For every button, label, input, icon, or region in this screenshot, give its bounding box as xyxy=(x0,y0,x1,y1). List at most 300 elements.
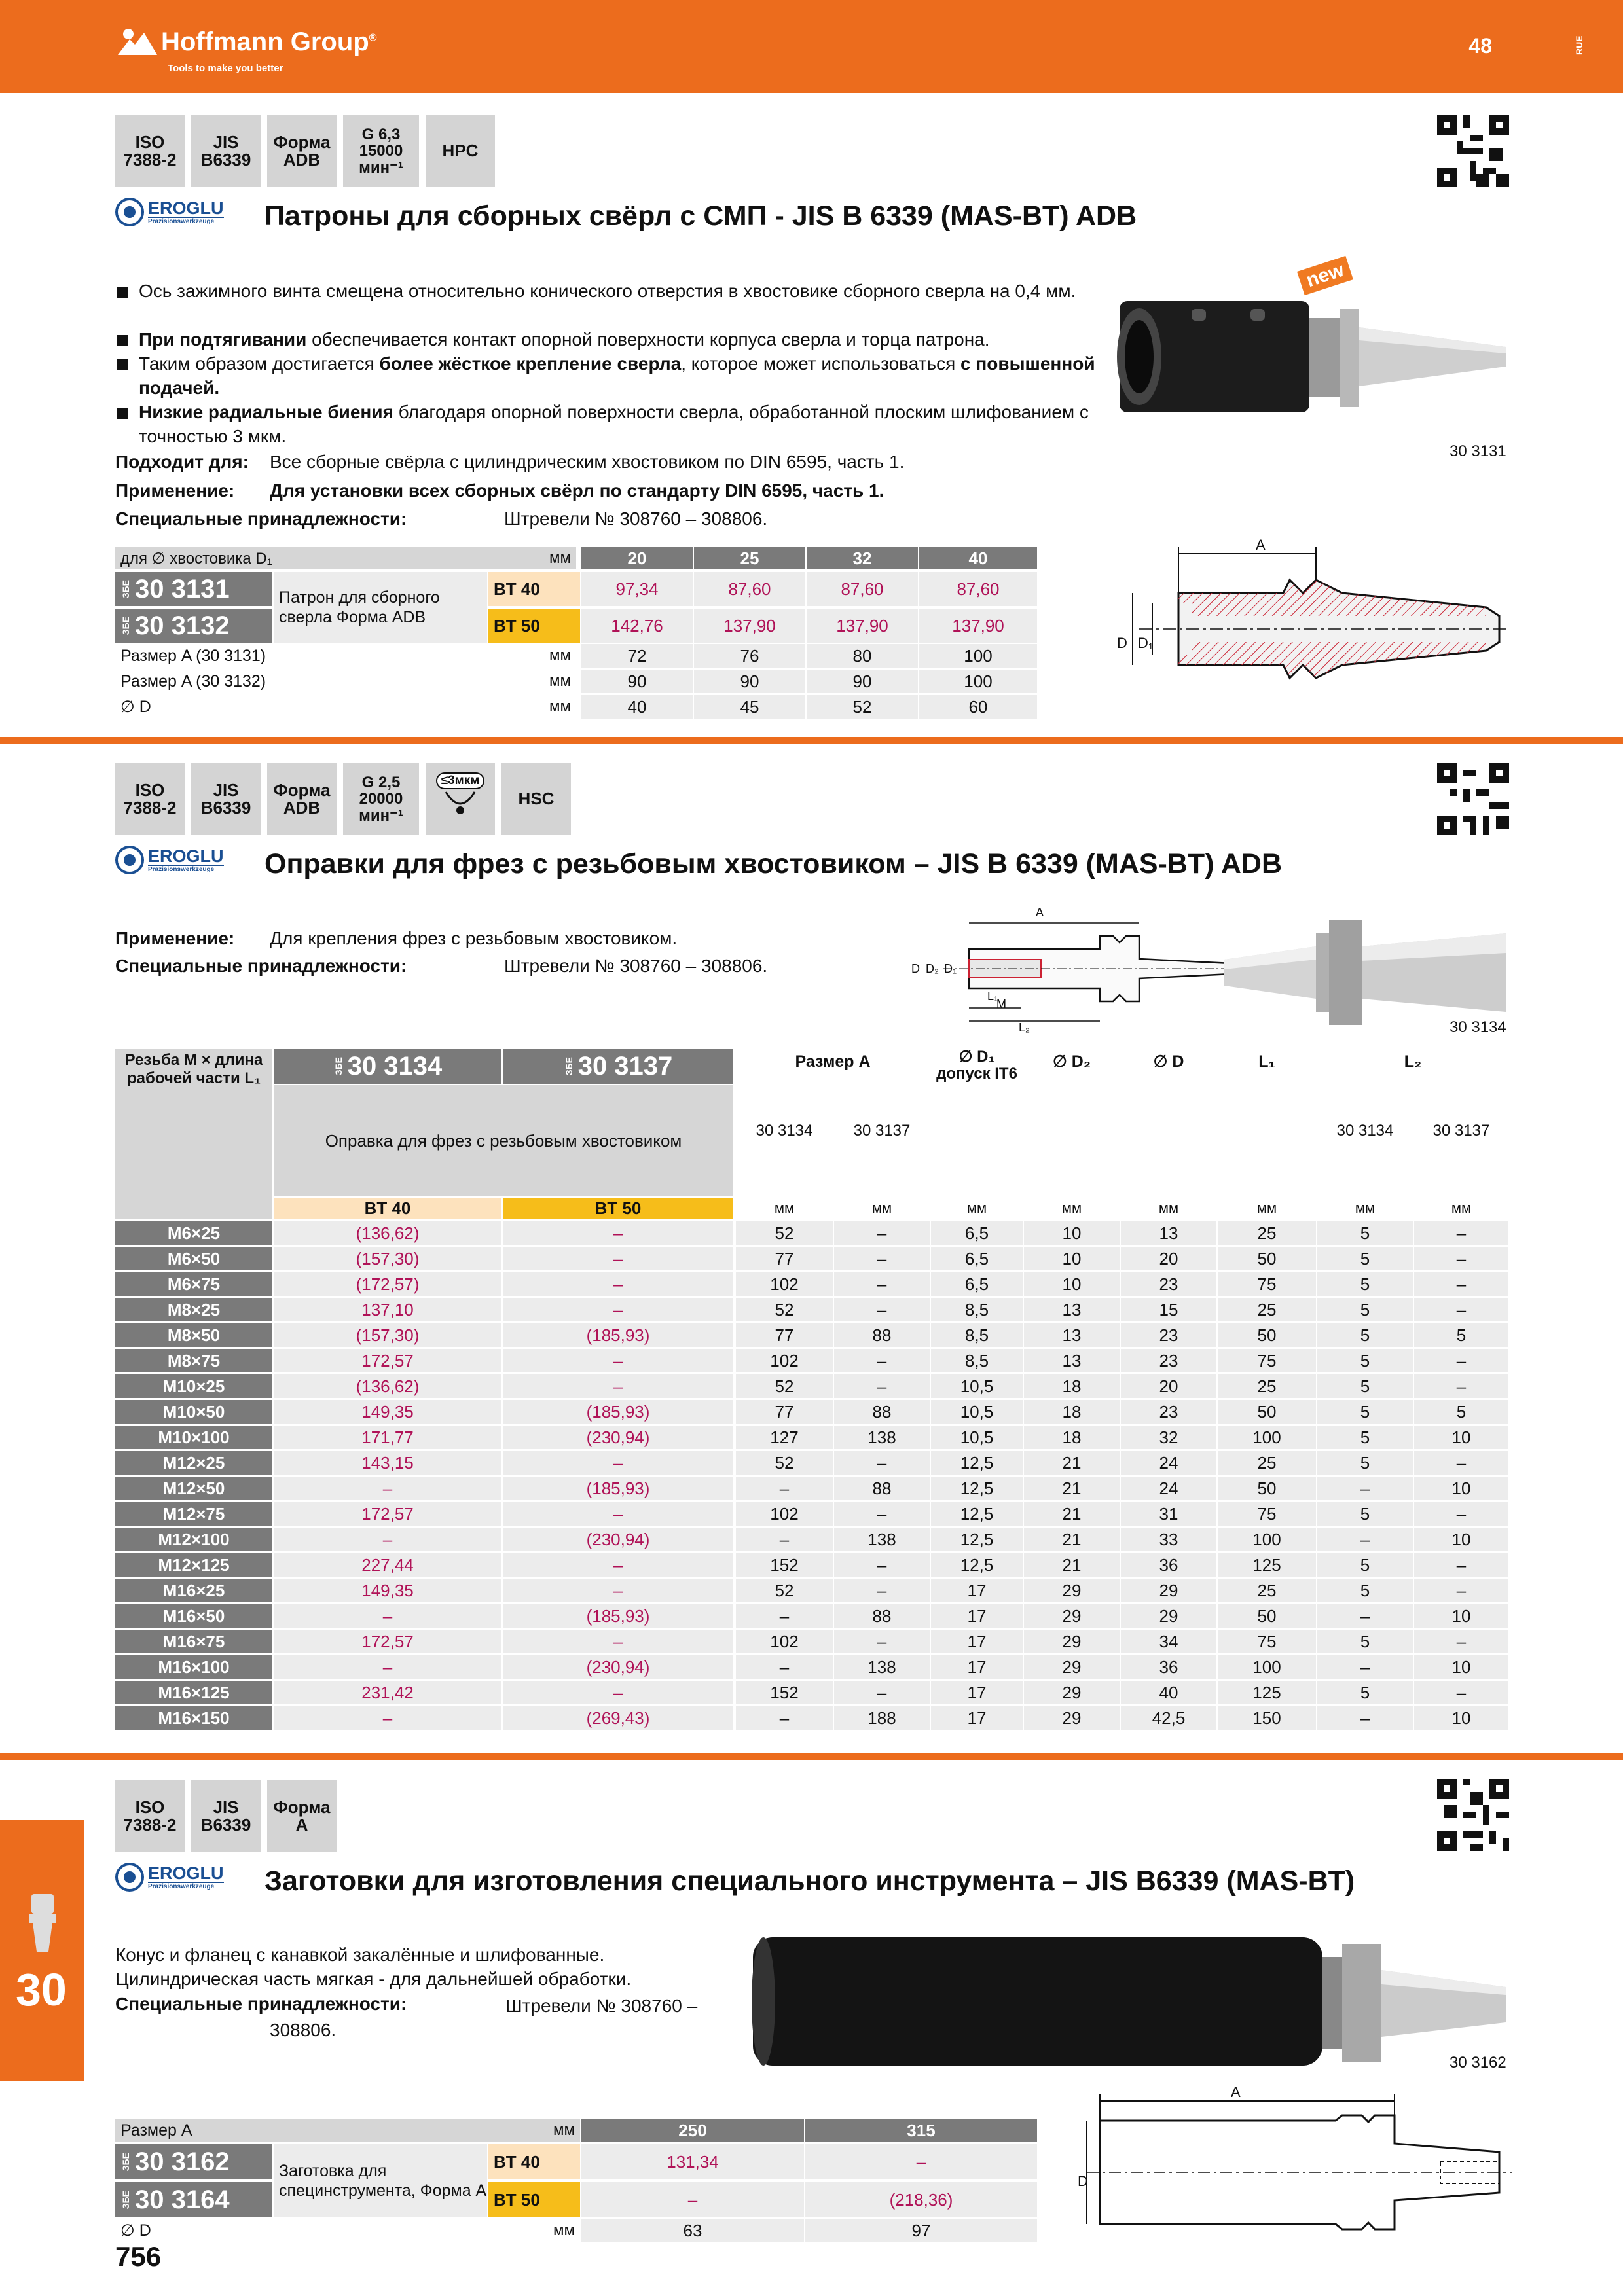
table2-value: 10 xyxy=(1024,1247,1120,1270)
desc-line-1: Конус и фланец с канавкой закалённые и шлифованные. xyxy=(115,1945,605,1965)
new-badge: new xyxy=(1297,256,1353,295)
brand-tagline: Tools to make you better xyxy=(168,63,283,74)
table2-value: 150 xyxy=(1218,1706,1316,1730)
table2-value: 88 xyxy=(834,1400,930,1424)
thread-size-cell: M16×150 xyxy=(115,1706,272,1730)
table2-value: 24 xyxy=(1121,1477,1216,1500)
accessories-label: Специальные принадлежности: xyxy=(115,1994,407,2014)
table2-value: 77 xyxy=(736,1247,833,1270)
price-cell[interactable]: – xyxy=(503,1579,733,1602)
table2-value: – xyxy=(1414,1579,1508,1602)
article-prefix: ЗБЕ xyxy=(563,1056,574,1076)
unit-cell: мм xyxy=(1158,1200,1179,1216)
icon-iso-7388 xyxy=(115,115,185,187)
thread-size-cell: M12×100 xyxy=(115,1528,272,1551)
icon-jis-b6339 xyxy=(191,115,261,187)
article-number-30-3164[interactable] xyxy=(115,2182,272,2217)
table1-value: 80 xyxy=(807,644,918,668)
table1-value: 100 xyxy=(919,670,1037,693)
table1-value: 60 xyxy=(919,695,1037,719)
price-cell[interactable]: 149,35 xyxy=(274,1579,501,1602)
table1-value: 72 xyxy=(581,644,693,668)
table2-value: – xyxy=(834,1451,930,1475)
unit-cell: мм xyxy=(966,1200,987,1216)
technical-drawing-blank xyxy=(1074,2081,1519,2251)
accessories-value[interactable]: Штревели № 308760 – 308806. xyxy=(270,1996,698,2040)
table2-value: 5 xyxy=(1317,1502,1413,1526)
table2-value: 29 xyxy=(1024,1655,1120,1679)
icon-balance-grade xyxy=(343,763,419,835)
table2-value: – xyxy=(834,1221,930,1245)
price-cell[interactable]: – xyxy=(503,1247,733,1270)
table2-value: 8,5 xyxy=(931,1349,1023,1372)
thread-size-cell: M8×50 xyxy=(115,1323,272,1347)
price-cell[interactable]: – xyxy=(503,1681,733,1704)
bullet-4: Низкие радиальные биения благодаря опорной поверхности сверла, обработанной плоским шлифованием с точностью 3 мкм. xyxy=(117,400,1099,448)
table2-value: 5 xyxy=(1317,1553,1413,1577)
price-cell[interactable]: 172,57 xyxy=(274,1349,501,1372)
article-prefix: ЗБЕ xyxy=(333,1056,344,1076)
table2-value: 10 xyxy=(1414,1528,1508,1551)
table3-row-label: ∅ D xyxy=(120,2221,151,2240)
table2-value: 88 xyxy=(834,1477,930,1500)
table2-value: 10 xyxy=(1414,1477,1508,1500)
table1-value: 100 xyxy=(919,644,1037,668)
table2-value: 100 xyxy=(1218,1655,1316,1679)
table2-value: 21 xyxy=(1024,1477,1120,1500)
table2-value: 36 xyxy=(1121,1655,1216,1679)
table2-value: – xyxy=(736,1604,833,1628)
price-cell[interactable]: 97,34 xyxy=(581,572,693,606)
table1-col: 32 xyxy=(807,547,918,569)
fits-value: Все сборные свёрла с цилиндрическим хвостовиком по DIN 6595, часть 1. xyxy=(270,452,905,472)
eroglu-logo xyxy=(115,846,224,874)
price-cell[interactable]: (230,94) xyxy=(503,1426,733,1449)
table2-description: Оправка для фрез с резьбовым хвостовиком xyxy=(274,1085,733,1196)
table2-value: 29 xyxy=(1024,1579,1120,1602)
maker-sub: Präzisionswerkzeuge xyxy=(148,1882,224,1890)
price-cell[interactable]: – xyxy=(274,1477,501,1500)
table1-col: 20 xyxy=(581,547,693,569)
icon-jis-b6339 xyxy=(191,1780,261,1852)
table2-value: 23 xyxy=(1121,1272,1216,1296)
table2-value: – xyxy=(1414,1630,1508,1653)
use-value: Для крепления фрез с резьбовым хвостовиком. xyxy=(270,928,678,948)
use-label: Применение: xyxy=(115,480,235,501)
icon-balance-grade xyxy=(343,115,419,187)
icon-form-adb xyxy=(267,115,337,187)
table2-value: 5 xyxy=(1317,1323,1413,1347)
dim-a: A xyxy=(1231,2084,1241,2100)
icon-iso-7388 xyxy=(115,763,185,835)
table2-value: 17 xyxy=(931,1681,1023,1704)
icon-label: JIS B6339 xyxy=(200,780,251,817)
technical-drawing-chuck xyxy=(1113,534,1519,730)
variant-bt40: BT 40 xyxy=(488,2144,580,2179)
price-cell[interactable]: – xyxy=(274,1655,501,1679)
table2-value: 32 xyxy=(1121,1426,1216,1449)
table2-value: 10 xyxy=(1414,1604,1508,1628)
table2-value: 23 xyxy=(1121,1323,1216,1347)
price-cell[interactable]: (157,30) xyxy=(274,1323,501,1347)
price-cell[interactable]: (157,30) xyxy=(274,1247,501,1270)
catalog-page-number: 48 xyxy=(1468,34,1492,58)
price-cell[interactable]: – xyxy=(503,1272,733,1296)
icon-form-a xyxy=(267,1780,337,1852)
table2-value: – xyxy=(1317,1604,1413,1628)
section3-title: Заготовки для изготовления специального инструмента – JIS B6339 (MAS-BT) xyxy=(264,1865,1355,1897)
price-cell[interactable]: – xyxy=(581,2182,804,2217)
table1-value: 90 xyxy=(581,670,693,693)
bullet-1: Ось зажимного винта смещена относительно конического отверстия в хвостовике сборного сверла на 0,4 мм. xyxy=(117,279,1085,303)
price-cell[interactable]: – xyxy=(503,1502,733,1526)
unit-cell: мм xyxy=(1355,1200,1376,1216)
price-cell[interactable]: 149,35 xyxy=(274,1400,501,1424)
language-code: RUE xyxy=(1574,35,1584,55)
price-cell[interactable]: – xyxy=(274,1528,501,1551)
table2-value: 125 xyxy=(1218,1553,1316,1577)
table2-value: 25 xyxy=(1218,1579,1316,1602)
icon-label: HPC xyxy=(442,141,479,161)
thread-size-cell: M6×75 xyxy=(115,1272,272,1296)
article-no: 30 3162 xyxy=(135,2147,230,2176)
price-cell[interactable]: 171,77 xyxy=(274,1426,501,1449)
table2-value: 21 xyxy=(1024,1528,1120,1551)
table1-col: 40 xyxy=(919,547,1037,569)
table2-value: 29 xyxy=(1121,1604,1216,1628)
table1-row-label: Размер A (30 3132) xyxy=(120,672,266,691)
price-cell[interactable]: (230,94) xyxy=(503,1528,733,1551)
price-cell[interactable]: (185,93) xyxy=(503,1323,733,1347)
table2-value: 21 xyxy=(1024,1553,1120,1577)
icon-label: G 2,5 20000 мин⁻¹ xyxy=(359,774,403,825)
table2-value: 88 xyxy=(834,1604,930,1628)
table2-value: 50 xyxy=(1218,1604,1316,1628)
price-cell[interactable]: 87,60 xyxy=(807,572,918,606)
table2-value: 21 xyxy=(1024,1451,1120,1475)
maker-sub: Präzisionswerkzeuge xyxy=(148,865,224,873)
table2-value: 20 xyxy=(1121,1247,1216,1270)
article-prefix: ЗБЕ xyxy=(120,2152,131,2172)
table2-value: 8,5 xyxy=(931,1323,1023,1347)
use-value: Для установки всех сборных свёрл по стандарту DIN 6595, часть 1. xyxy=(270,480,884,501)
table3-row-unit: мм xyxy=(553,2221,575,2239)
table2-value: 17 xyxy=(931,1604,1023,1628)
table2-value: 5 xyxy=(1317,1426,1413,1449)
table2-value: 5 xyxy=(1317,1221,1413,1245)
table2-value: 25 xyxy=(1218,1221,1316,1245)
price-cell[interactable]: 172,57 xyxy=(274,1630,501,1653)
price-cell[interactable]: (136,62) xyxy=(274,1374,501,1398)
sub-col: 30 3134 xyxy=(1336,1122,1394,1139)
brand-reg: ® xyxy=(369,32,377,44)
table1-value: 45 xyxy=(694,695,805,719)
table1-head-label: для ∅ хвостовика D₁ xyxy=(115,547,574,569)
table2-value: 10 xyxy=(1414,1706,1508,1730)
header-bar xyxy=(0,0,1623,93)
price-cell[interactable]: – xyxy=(274,1604,501,1628)
table2-value: 5 xyxy=(1317,1579,1413,1602)
table2-value: 5 xyxy=(1414,1323,1508,1347)
dim-m: M xyxy=(996,997,1006,1011)
article-number-30-3131[interactable] xyxy=(115,572,272,606)
price-cell[interactable]: 131,34 xyxy=(581,2144,804,2179)
price-cell[interactable]: – xyxy=(503,1374,733,1398)
price-cell[interactable]: 137,10 xyxy=(274,1298,501,1321)
table2-value: – xyxy=(736,1528,833,1551)
sub-col: 30 3134 xyxy=(756,1122,813,1139)
table2-value: 5 xyxy=(1317,1298,1413,1321)
accessories-value[interactable]: Штревели № 308760 – 308806. xyxy=(504,509,768,529)
table2-value: – xyxy=(1317,1477,1413,1500)
table2-value: 10,5 xyxy=(931,1426,1023,1449)
unit-cell: мм xyxy=(774,1200,795,1216)
table2-value: 18 xyxy=(1024,1374,1120,1398)
article-no: 30 3137 xyxy=(577,1051,673,1081)
table2-value: 75 xyxy=(1218,1502,1316,1526)
price-cell[interactable]: 137,90 xyxy=(694,609,805,643)
table3-col: 250 xyxy=(581,2119,804,2142)
table2-value: – xyxy=(1414,1681,1508,1704)
table2-value: 36 xyxy=(1121,1553,1216,1577)
chapter-number: 30 xyxy=(16,1964,67,2015)
icon-label: JIS B6339 xyxy=(200,1797,251,1835)
eroglu-logo xyxy=(115,198,224,226)
price-cell[interactable]: 231,42 xyxy=(274,1681,501,1704)
table2-value: 125 xyxy=(1218,1681,1316,1704)
maker-name: EROGLU xyxy=(148,846,224,866)
page-number: 756 xyxy=(115,2241,162,2272)
table2-value: 77 xyxy=(736,1323,833,1347)
icon-label: JIS B6339 xyxy=(200,132,251,170)
table2-value: 5 xyxy=(1317,1247,1413,1270)
price-cell[interactable]: – xyxy=(503,1451,733,1475)
price-cell[interactable]: – xyxy=(503,1630,733,1653)
table3-description: Заготовка для специнструмента, Форма A xyxy=(274,2144,487,2217)
accessories-value[interactable]: Штревели № 308760 – 308806. xyxy=(504,956,768,976)
dim-d: D xyxy=(911,962,920,975)
table2-value: 24 xyxy=(1121,1451,1216,1475)
thread-size-cell: M12×125 xyxy=(115,1553,272,1577)
table1-col: 25 xyxy=(694,547,805,569)
table2-value: – xyxy=(834,1553,930,1577)
price-cell[interactable]: (185,93) xyxy=(503,1604,733,1628)
unit-cell: мм xyxy=(1451,1200,1472,1216)
table2-value: 5 xyxy=(1317,1349,1413,1372)
dim-d: D xyxy=(1117,635,1127,651)
thread-size-cell: M8×75 xyxy=(115,1349,272,1372)
table2-value: 138 xyxy=(834,1655,930,1679)
table2-value: 77 xyxy=(736,1400,833,1424)
table2-value: 52 xyxy=(736,1298,833,1321)
table2-value: 13 xyxy=(1121,1221,1216,1245)
table1-row-label: ∅ D xyxy=(120,698,151,716)
icon-label: G 6,3 15000 мин⁻¹ xyxy=(359,126,403,177)
price-cell[interactable]: 137,90 xyxy=(807,609,918,643)
price-cell[interactable]: 137,90 xyxy=(919,609,1037,643)
thread-size-cell: M16×125 xyxy=(115,1681,272,1704)
bullet-3: Таким образом достигается более жёсткое крепление сверла, которое может использоваться с повышенной подачей. xyxy=(117,351,1099,400)
dim-l2: L₂ xyxy=(1019,1021,1030,1034)
thread-size-cell: M6×50 xyxy=(115,1247,272,1270)
use-label: Применение: xyxy=(115,928,235,948)
table2-value: 13 xyxy=(1024,1349,1120,1372)
thread-size-cell: M10×50 xyxy=(115,1400,272,1424)
toolholder-icon xyxy=(26,1894,59,1953)
table2-value: 13 xyxy=(1024,1323,1120,1347)
price-cell[interactable]: (185,93) xyxy=(503,1400,733,1424)
article-number-30-3132[interactable] xyxy=(115,609,272,643)
price-cell[interactable]: (185,93) xyxy=(503,1477,733,1500)
price-cell[interactable]: 143,15 xyxy=(274,1451,501,1475)
dim-d2: D₂ xyxy=(926,962,939,975)
table2-value: 23 xyxy=(1121,1400,1216,1424)
fits-label: Подходит для: xyxy=(115,452,249,472)
table2-value: 33 xyxy=(1121,1528,1216,1551)
table2-value: 21 xyxy=(1024,1502,1120,1526)
table3-col: 315 xyxy=(805,2119,1037,2142)
image-caption: 30 3131 xyxy=(1450,442,1506,460)
variant-bt50: BT 50 xyxy=(488,609,580,643)
table2-value: 10 xyxy=(1024,1221,1120,1245)
section2-title: Оправки для фрез с резьбовым хвостовиком – JIS B 6339 (MAS-BT) ADB xyxy=(264,848,1283,880)
qr-code-icon[interactable] xyxy=(1437,1779,1509,1851)
table1-value: 40 xyxy=(581,695,693,719)
col-l1: L₁ xyxy=(1258,1052,1275,1071)
table2-value: – xyxy=(834,1630,930,1653)
price-cell[interactable]: – xyxy=(503,1221,733,1245)
table2-value: – xyxy=(1414,1451,1508,1475)
table2-value: – xyxy=(736,1655,833,1679)
table2-value: 5 xyxy=(1317,1451,1413,1475)
table2-value: 138 xyxy=(834,1528,930,1551)
table2-value: 12,5 xyxy=(931,1451,1023,1475)
table2-value: 75 xyxy=(1218,1272,1316,1296)
table2-value: 29 xyxy=(1024,1604,1120,1628)
thread-size-cell: M8×25 xyxy=(115,1298,272,1321)
icon-label: HSC xyxy=(518,789,555,809)
col-d: ∅ D xyxy=(1153,1052,1184,1071)
price-cell[interactable]: 142,76 xyxy=(581,609,693,643)
accessories-label: Специальные принадлежности: xyxy=(115,956,407,976)
table2-value: 10 xyxy=(1414,1655,1508,1679)
table2-value: 188 xyxy=(834,1706,930,1730)
table2-value: 50 xyxy=(1218,1400,1316,1424)
table1-row-unit: мм xyxy=(549,647,571,664)
price-cell[interactable]: 87,60 xyxy=(919,572,1037,606)
price-cell[interactable]: 87,60 xyxy=(694,572,805,606)
maker-sub: Präzisionswerkzeuge xyxy=(148,217,224,225)
qr-code-icon[interactable] xyxy=(1437,115,1509,187)
table2-value: 52 xyxy=(736,1374,833,1398)
table2-value: 12,5 xyxy=(931,1553,1023,1577)
table2-value: 52 xyxy=(736,1451,833,1475)
thread-size-cell: M16×50 xyxy=(115,1604,272,1628)
qr-code-icon[interactable] xyxy=(1437,763,1509,835)
icon-form-adb xyxy=(267,763,337,835)
price-cell[interactable]: – xyxy=(805,2144,1037,2179)
table2-value: 152 xyxy=(736,1553,833,1577)
price-cell[interactable]: (136,62) xyxy=(274,1221,501,1245)
eroglu-seal-icon xyxy=(115,198,144,226)
table3-head-unit: мм xyxy=(484,2119,580,2142)
table2-value: 5 xyxy=(1317,1630,1413,1653)
col-d2: ∅ D₂ xyxy=(1053,1052,1091,1071)
thread-size-cell: M16×75 xyxy=(115,1630,272,1653)
chapter-tab[interactable] xyxy=(0,1820,84,2081)
table2-value: – xyxy=(1414,1502,1508,1526)
price-cell[interactable]: – xyxy=(503,1349,733,1372)
table2-value: 40 xyxy=(1121,1681,1216,1704)
article-number-30-3162[interactable] xyxy=(115,2144,272,2179)
article-number-30-3137[interactable] xyxy=(503,1049,733,1084)
col-d1: ∅ D₁ допуск IT6 xyxy=(936,1049,1017,1083)
table2-value: 52 xyxy=(736,1579,833,1602)
table1-row-unit: мм xyxy=(549,672,571,690)
logo-icon xyxy=(115,26,161,59)
table2-value: 29 xyxy=(1024,1681,1120,1704)
table2-value: – xyxy=(834,1272,930,1296)
price-cell[interactable]: (172,57) xyxy=(274,1272,501,1296)
sub-col: 30 3137 xyxy=(853,1122,911,1139)
price-cell[interactable]: 172,57 xyxy=(274,1502,501,1526)
table2-value: 75 xyxy=(1218,1630,1316,1653)
table2-value: – xyxy=(834,1298,930,1321)
table2-value: 25 xyxy=(1218,1374,1316,1398)
table2-value: 5 xyxy=(1414,1400,1508,1424)
table2-value: 75 xyxy=(1218,1349,1316,1372)
price-cell[interactable]: – xyxy=(503,1553,733,1577)
table2-value: 10,5 xyxy=(931,1374,1023,1398)
dim-d1: D₁ xyxy=(1138,635,1154,651)
table2-value: 5 xyxy=(1317,1374,1413,1398)
thread-size-cell: M12×75 xyxy=(115,1502,272,1526)
price-cell[interactable]: 227,44 xyxy=(274,1553,501,1577)
table2-value: 100 xyxy=(1218,1528,1316,1551)
icon-runout xyxy=(426,763,495,835)
table2-value: 102 xyxy=(736,1502,833,1526)
price-cell[interactable]: (230,94) xyxy=(503,1655,733,1679)
icon-label: Форма A xyxy=(273,1797,331,1835)
icon-label: ISO 7388-2 xyxy=(123,1797,177,1835)
price-cell[interactable]: – xyxy=(274,1706,501,1730)
unit-cell: мм xyxy=(1256,1200,1277,1216)
table3-value: 97 xyxy=(805,2219,1037,2242)
table3-value: 63 xyxy=(581,2219,804,2242)
table2-value: 102 xyxy=(736,1349,833,1372)
table1-row-unit: мм xyxy=(549,698,571,715)
table2-value: 23 xyxy=(1121,1349,1216,1372)
price-cell[interactable]: (269,43) xyxy=(503,1706,733,1730)
table2-value: 88 xyxy=(834,1323,930,1347)
maker-name: EROGLU xyxy=(148,198,224,218)
table2-value: 12,5 xyxy=(931,1528,1023,1551)
variant-bt40: BT 40 xyxy=(488,572,580,606)
section1-title: Патроны для сборных свёрл с СМП - JIS B 6339 (MAS-BT) ADB xyxy=(264,200,1137,232)
thread-size-cell: M16×25 xyxy=(115,1579,272,1602)
table2-value: 17 xyxy=(931,1706,1023,1730)
table2-value: 17 xyxy=(931,1579,1023,1602)
price-cell[interactable]: – xyxy=(503,1298,733,1321)
article-number-30-3134[interactable] xyxy=(274,1049,501,1084)
table1-head-unit: мм xyxy=(484,547,576,569)
table2-value: 52 xyxy=(736,1221,833,1245)
table2-value: 42,5 xyxy=(1121,1706,1216,1730)
price-cell[interactable]: (218,36) xyxy=(805,2182,1037,2217)
table1-row-label: Размер A (30 3131) xyxy=(120,646,266,665)
table2-value: 102 xyxy=(736,1630,833,1653)
table2-value: 5 xyxy=(1317,1400,1413,1424)
